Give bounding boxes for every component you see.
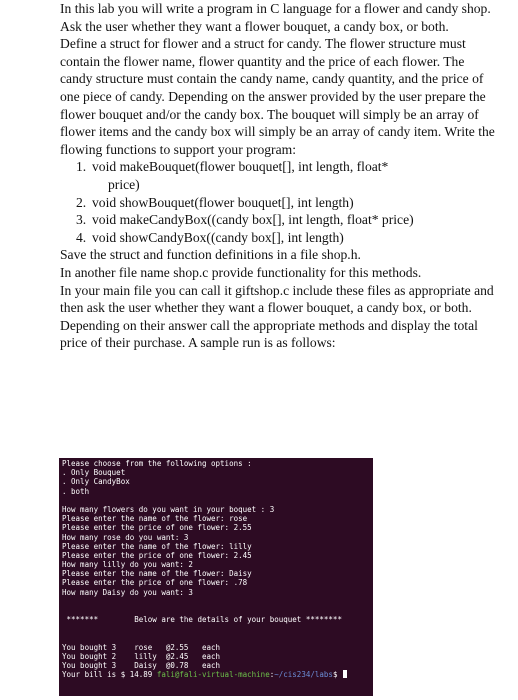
- function-item: [60, 211, 500, 229]
- terminal-line: [62, 496, 370, 505]
- terminal-line: Please enter the price of one flower: 2.45: [62, 550, 252, 560]
- item-text: void makeBouquet(flower bouquet[], int length, float*: [92, 159, 389, 175]
- document-body: [60, 0, 500, 352]
- terminal-line: . Only CandyBox: [62, 477, 130, 487]
- terminal-line: [62, 624, 370, 633]
- terminal-line: How many Daisy do you want: 3: [62, 587, 193, 597]
- bill-text: Your bill is $ 14.89: [62, 670, 157, 680]
- cursor-icon[interactable]: [343, 670, 347, 678]
- intro-paragraph: In this lab you will write a program in C language for a flower and candy shop. Ask the user whether they want a flower bouquet, a candy box, or both.: [60, 1, 491, 34]
- function-item: [60, 158, 500, 193]
- sample-run-paragraph: Depending on their answer call the appropriate methods and display the total price of their purchase. A sample run is as follows:: [60, 317, 478, 351]
- terminal-line: Please enter the name of the flower: lilly: [62, 541, 252, 551]
- terminal-line: [62, 606, 370, 615]
- terminal-line: Please enter the name of the flower: rose: [62, 514, 248, 524]
- save-paragraph: Save the struct and function definitions in a file shop.h.: [60, 247, 361, 263]
- shop-c-paragraph: In another file name shop.c provide functionality for this methods.: [60, 264, 422, 280]
- item-continuation: price): [108, 176, 140, 192]
- terminal-line: How many flowers do you want in your boquet : 3: [62, 504, 275, 514]
- terminal-line: Please enter the name of the flower: Daisy: [62, 569, 252, 579]
- terminal-line: [62, 634, 370, 643]
- item-number: 4.: [76, 229, 87, 245]
- terminal-line: Please enter the price of one flower: 2.55: [62, 523, 252, 533]
- struct-paragraph: Define a struct for flower and a struct for candy. The flower structure must contain the flower name, flower quantity and the price of each flower. The candy structure must contain the candy name, candy quantity, and the price of one piece of candy. Depending on the answer provided by the user prepare the flower bouquet and/or the candy box. The bouquet will simply be an array of flower items and the candy box will simply be an array of candy item. Write the flowing functions to support your program:: [60, 36, 495, 157]
- item-text: void showCandyBox((candy box[], int length): [92, 229, 344, 245]
- item-text: void showBouquet(flower bouquet[], int length): [92, 194, 354, 210]
- prompt-path: ~/cis234/labs: [274, 670, 333, 680]
- item-number: 1.: [76, 159, 87, 175]
- item-text: void makeCandyBox((candy box[], int length, float* price): [92, 212, 414, 228]
- function-list: [60, 158, 500, 246]
- terminal-line: Please choose from the following options :: [62, 459, 252, 468]
- terminal-line: You bought 3 rose @2.55 each: [62, 642, 221, 652]
- terminal-line: . both: [62, 486, 90, 496]
- terminal-screenshot: [59, 458, 373, 696]
- terminal-line: Please enter the price of one flower: .78: [62, 578, 248, 588]
- prompt-end: $: [332, 670, 342, 680]
- terminal-line: How many lilly do you want: 2: [62, 560, 193, 570]
- item-number: 3.: [76, 212, 87, 228]
- terminal-line: You bought 2 lilly @2.45 each: [62, 651, 221, 661]
- prompt-separator: :: [269, 670, 275, 680]
- main-file-paragraph: In your main file you can call it giftshop.c include these files as appropriate and then ask the user whether they want a flower bouquet, a candy box, or both.: [60, 282, 494, 316]
- terminal-line: [62, 597, 370, 606]
- terminal-line: You bought 3 Daisy @0.78 each: [62, 661, 221, 671]
- terminal-line: How many rose do you want: 3: [62, 532, 189, 542]
- item-number: 2.: [76, 194, 87, 210]
- terminal-final-line: [62, 670, 370, 679]
- function-item: [60, 229, 500, 247]
- terminal-line: . Only Bouquet: [62, 468, 126, 478]
- function-item: [60, 194, 500, 212]
- prompt-user: fali@fali-virtual-machine: [156, 670, 270, 680]
- terminal-line: ******* Below are the details of your bouquet ********: [62, 615, 342, 625]
